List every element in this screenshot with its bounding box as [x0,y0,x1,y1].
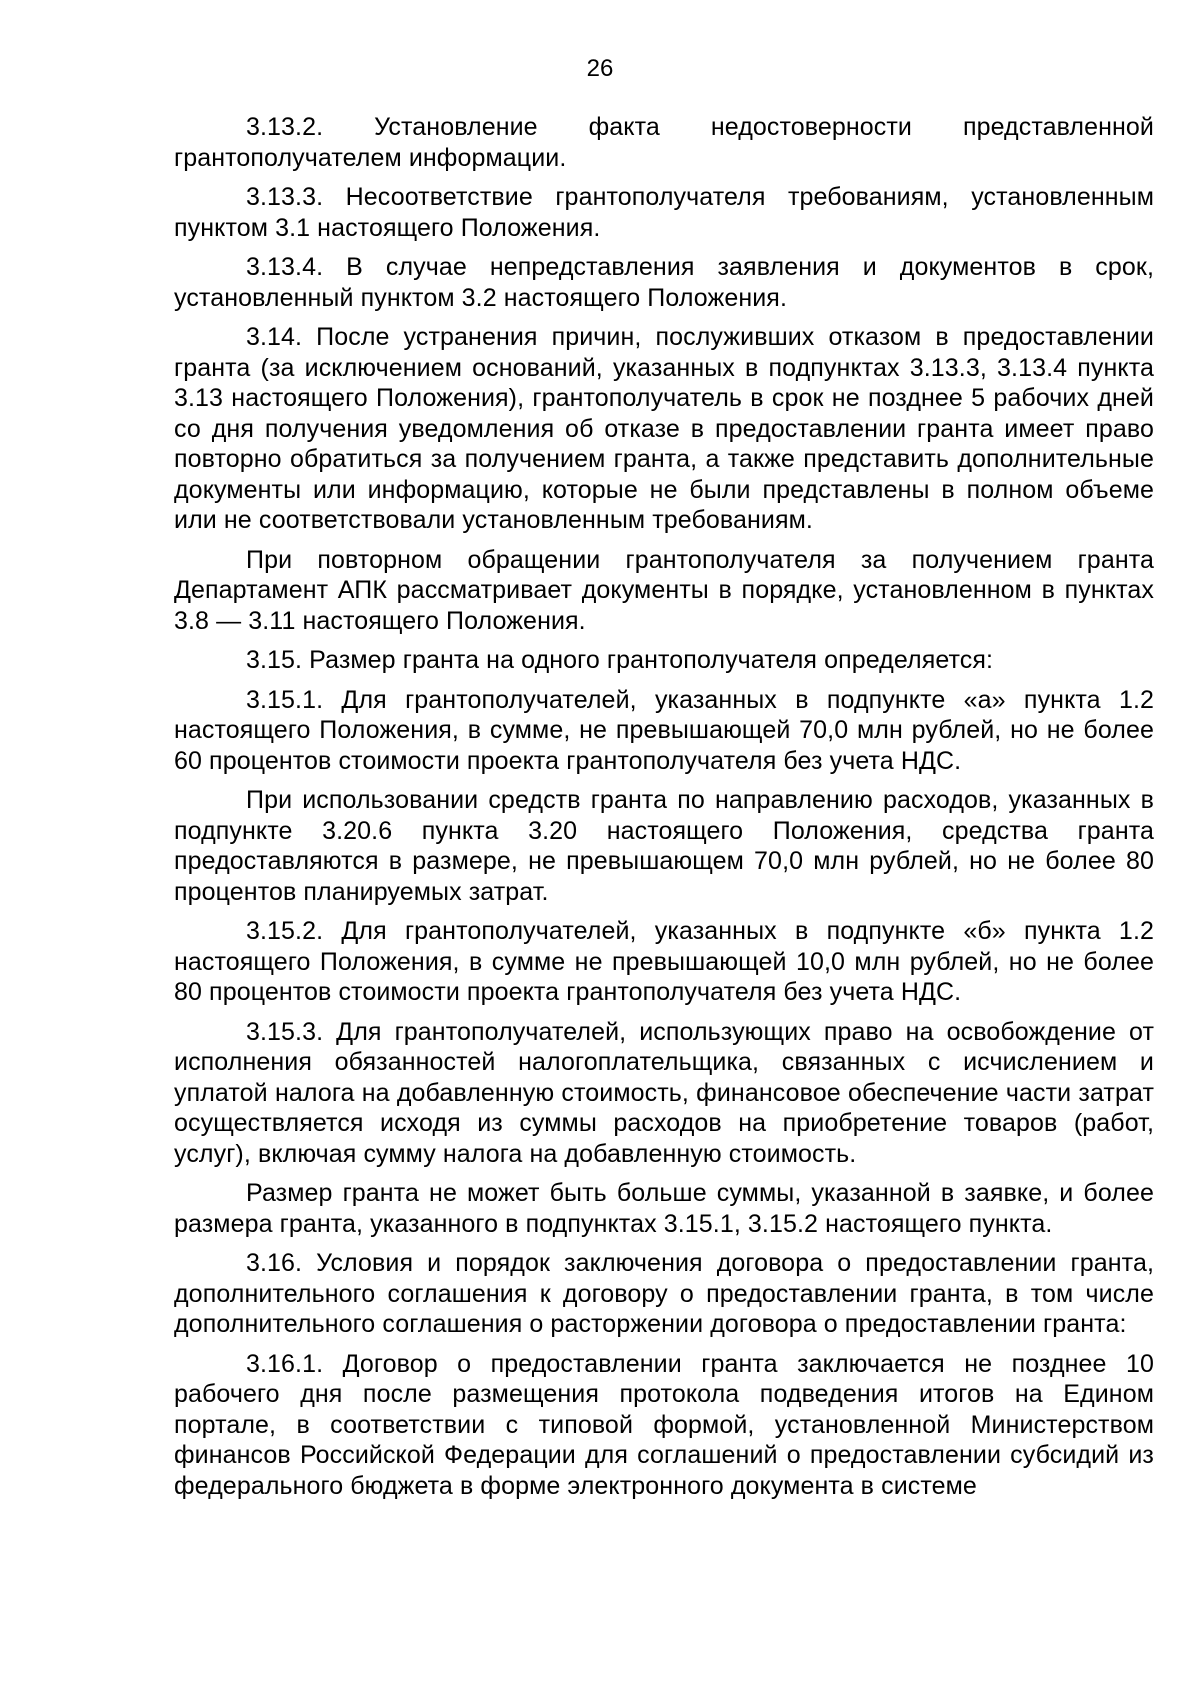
page-number: 26 [586,55,614,82]
paragraph-3-14: 3.14. После устранения причин, послуживших отказом в предоставлении гранта (за исключением оснований, указанных в подпунктах 3.13.3, 3.13.4 пункта 3.13 настоящего Положения), грантополучатель в срок не позднее 5 рабочих дней со дня получения уведомления об отказе в предоставлении гранта имеет право повторно обратиться за получением гранта, а также представить дополнительные документы или информацию, которые не были представлены в полном объеме или не соответствовали установленным требованиям. [174,323,1154,534]
paragraph-3-13-4: 3.13.4. В случае непредставления заявления и документов в срок, установленный пунктом 3.2 настоящего Положения. [174,253,1154,312]
paragraph-grant-size-limit: Размер гранта не может быть больше суммы, указанной в заявке, и более размера гранта, указанного в подпунктах 3.15.1, 3.15.2 настоящего пункта. [174,1179,1154,1238]
paragraph-3-13-3: 3.13.3. Несоответствие грантополучателя требованиям, установленным пунктом 3.1 настоящего Положения. [174,183,1154,242]
paragraph-repeat-application: При повторном обращении грантополучателя за получением гранта Департамент АПК рассматривает документы в порядке, установленном в пунктах 3.8 — 3.11 настоящего Положения. [174,545,1154,635]
paragraph-expense-direction: При использовании средств гранта по направлению расходов, указанных в подпункте 3.20.6 пункта 3.20 настоящего Положения, средства гранта предоставляются в размере, не превышающем 70,0 млн рублей, но не более 80 процентов планируемых затрат. [174,786,1154,906]
paragraph-3-15-2: 3.15.2. Для грантополучателей, указанных в подпункте «б» пункта 1.2 настоящего Положения, в сумме не превышающей 10,0 млн рублей, но не более 80 процентов стоимости проекта грантополучателя без учета НДС. [174,917,1154,1006]
paragraph-3-16-1: 3.16.1. Договор о предоставлении гранта заключается не позднее 10 рабочего дня после размещения протокола подведения итогов на Едином портале, в соответствии с типовой формой, установленной Министерством финансов Российской Федерации для соглашений о предоставлении субсидий из федерального бюджета в форме электронного документа в системе [174,1349,1154,1500]
paragraph-3-15-3: 3.15.3. Для грантополучателей, использующих право на освобождение от исполнения обязанностей налогоплательщика, связанных с исчислением и уплатой налога на добавленную стоимость, финансовое обеспечение части затрат осуществляется исходя из суммы расходов на приобретение товаров (работ, услуг), включая сумму налога на добавленную стоимость. [174,1017,1154,1168]
paragraph-3-13-2: 3.13.2. Установление факта недостоверности представленной грантополучателем информации. [174,113,1154,172]
paragraph-3-15: 3.15. Размер гранта на одного грантополучателя определяется: [246,646,994,674]
document-body [174,112,1154,1510]
paragraph-3-16: 3.16. Условия и порядок заключения договора о предоставлении гранта, дополнительного соглашения к договору о предоставлении гранта, в том числе дополнительного соглашения о расторжении договора о предоставлении гранта: [174,1249,1154,1338]
paragraph-3-15-1: 3.15.1. Для грантополучателей, указанных в подпункте «а» пункта 1.2 настоящего Положения, в сумме, не превышающей 70,0 млн рублей, но не более 60 процентов стоимости проекта грантополучателя без учета НДС. [174,685,1154,775]
